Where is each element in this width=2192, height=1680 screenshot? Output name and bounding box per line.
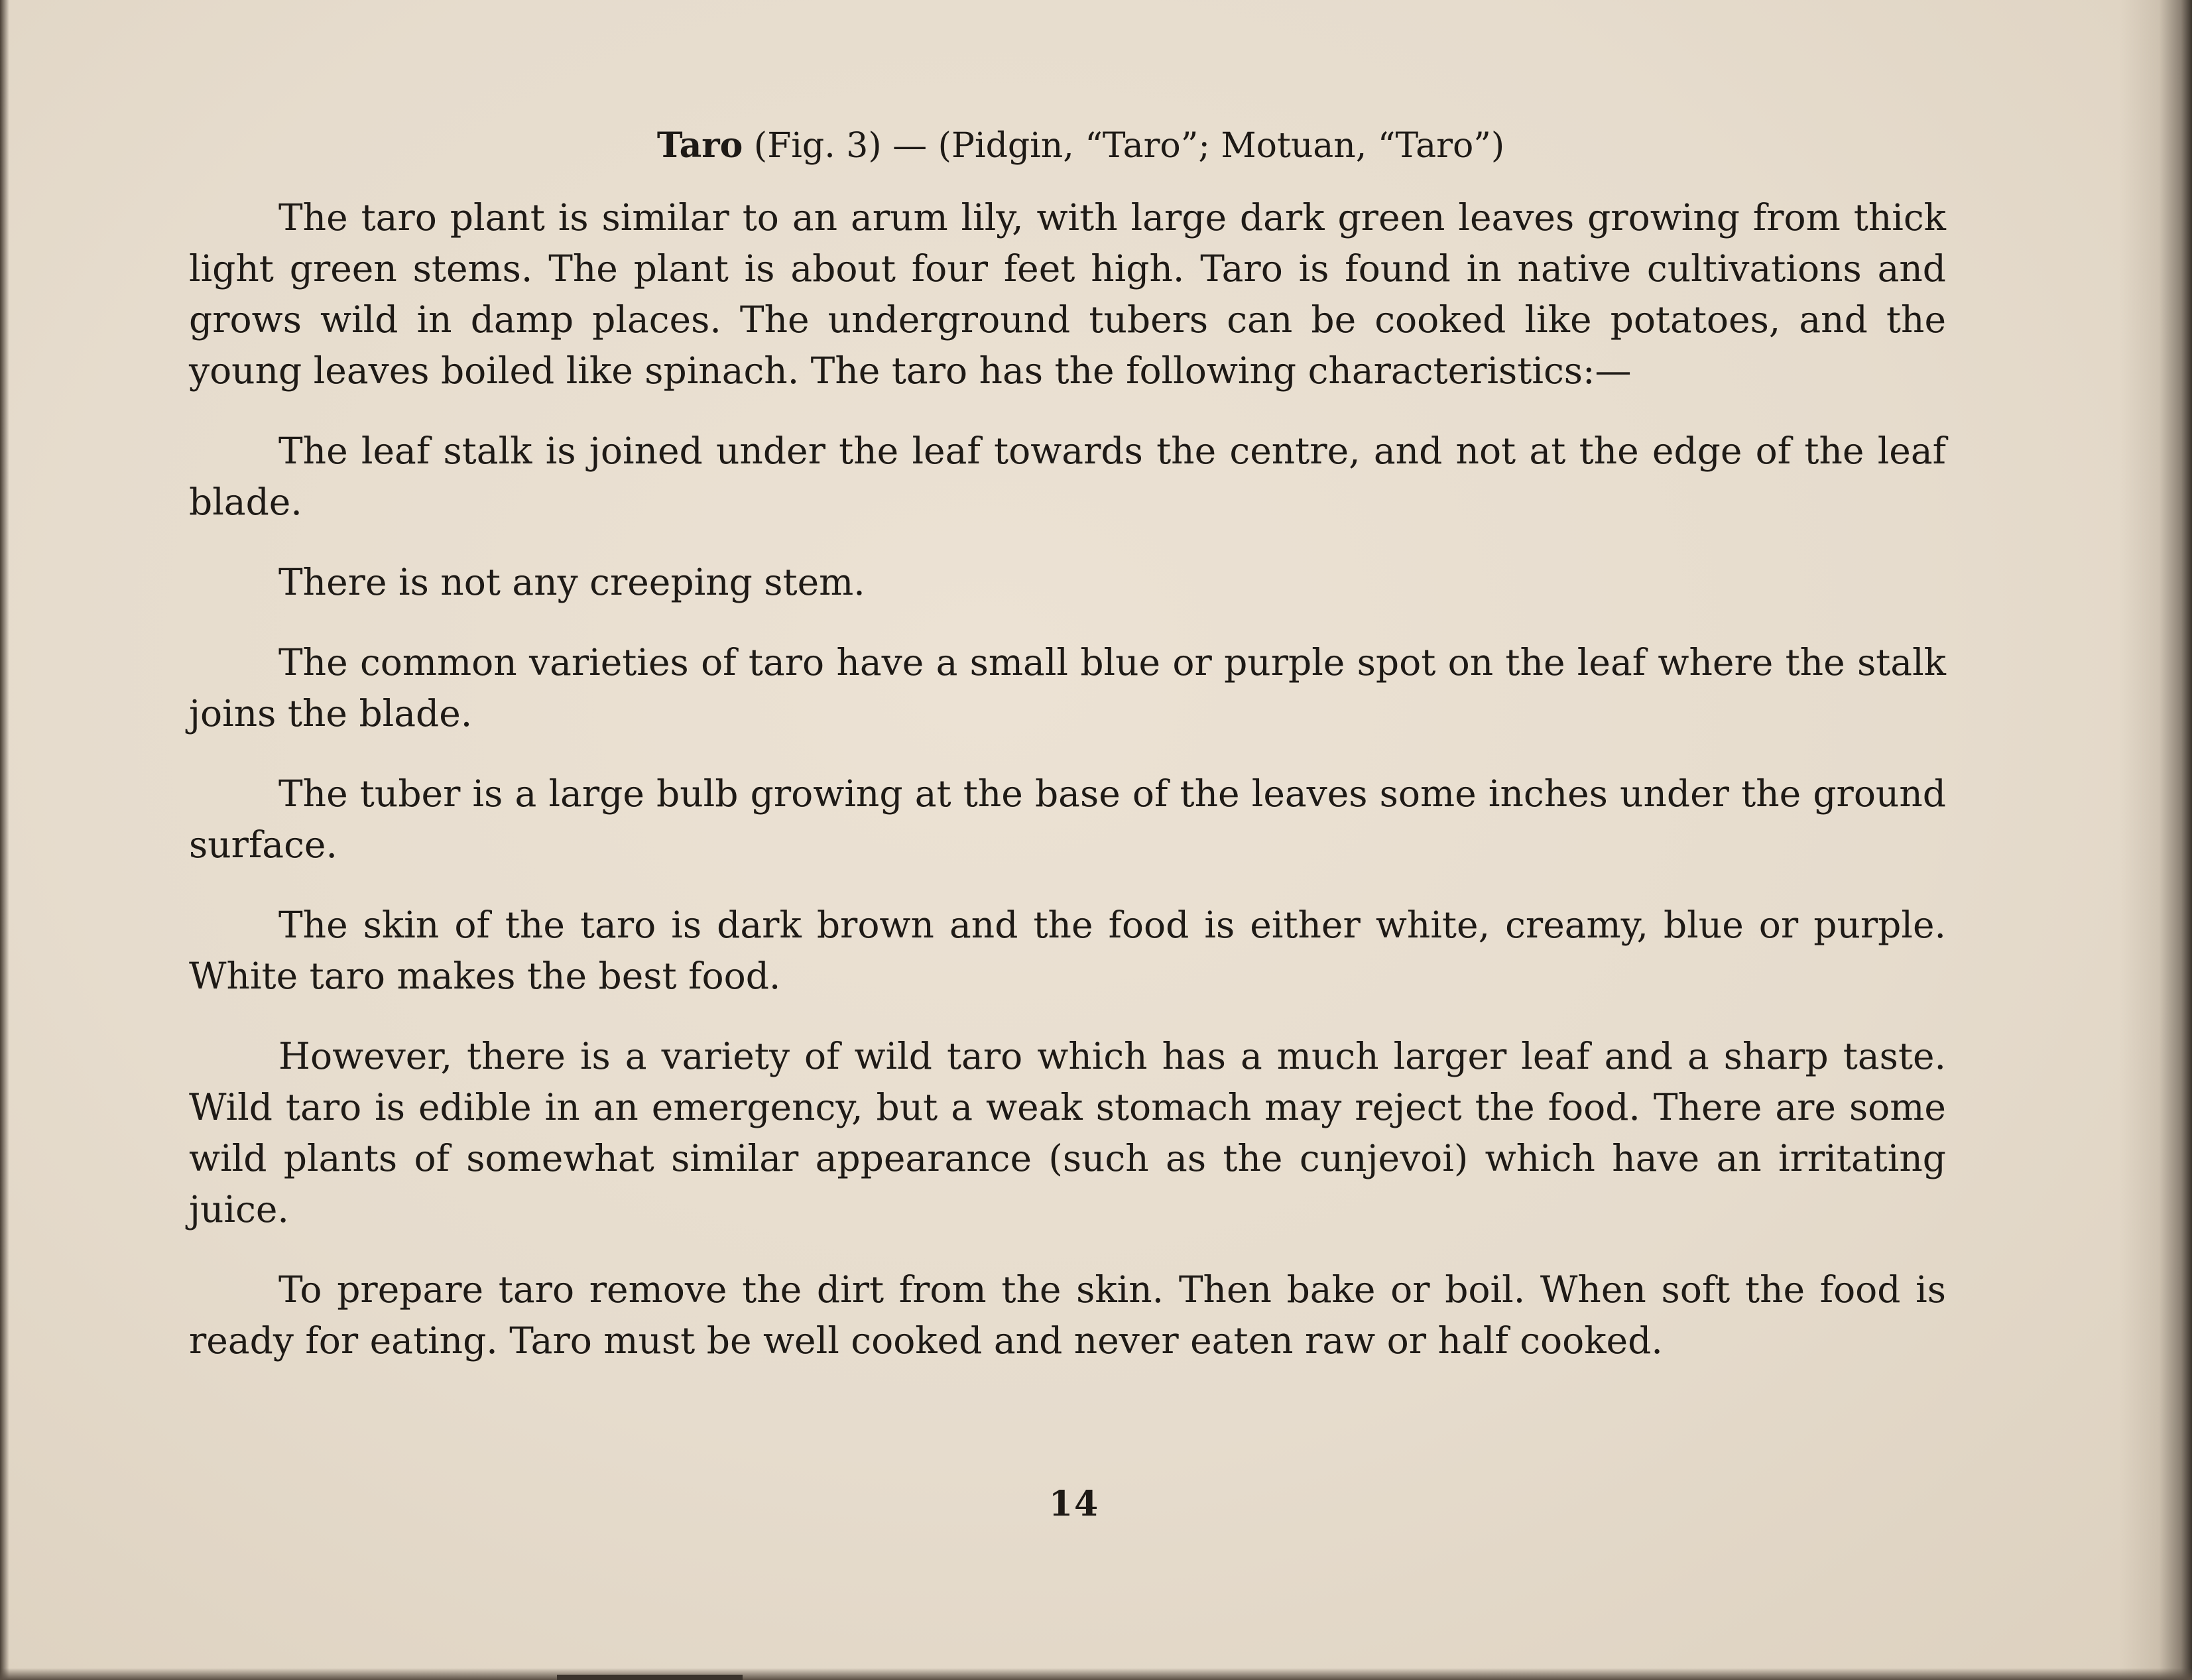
section-heading-title: Taro xyxy=(656,125,743,166)
page-gutter-shadow xyxy=(2119,0,2192,1680)
section-heading-subtitle: (Fig. 3) — (Pidgin, “Taro”; Motuan, “Taro”) xyxy=(743,126,1505,166)
page-text-block xyxy=(189,119,1946,1396)
page-left-edge xyxy=(0,0,9,1680)
paragraph-wild-taro: However, there is a variety of wild taro which has a much larger leaf and a sharp taste. Wild taro is edible in an emergency, but a weak stomach may reject the food. There are some wild plants of somewhat similar appearance (such as the cunjevoi) which have an irritating juice. xyxy=(189,1035,1946,1230)
page-number: 14 xyxy=(1048,1484,1100,1524)
paragraph-tuber: The tuber is a large bulb growing at the base of the leaves some inches under the ground surface. xyxy=(189,772,1946,866)
paragraph-description: The taro plant is similar to an arum lily, with large dark green leaves growing from thick light green stems. The plant is about four feet high. Taro is found in native cultivations and grows wild in damp places. The underground tubers can be cooked like potatoes, and the young leaves boiled like spinach. The taro has the following characteristics:— xyxy=(189,196,1946,392)
section-heading xyxy=(189,119,1946,172)
page-bottom-edge xyxy=(0,1668,2192,1680)
paragraph-preparation: To prepare taro remove the dirt from the skin. Then bake or boil. When soft the food is ready for eating. Taro must be well cooked and never eaten raw or half cooked. xyxy=(189,1268,1946,1362)
paragraph-creeping-stem: There is not any creeping stem. xyxy=(278,561,865,603)
page-bottom-notch xyxy=(557,1675,743,1680)
paragraph-leaf-spot: The common varieties of taro have a small blue or purple spot on the leaf where the stalk joins the blade. xyxy=(189,641,1946,735)
paragraph-leaf-stalk: The leaf stalk is joined under the leaf towards the centre, and not at the edge of the leaf blade. xyxy=(189,430,1946,523)
paragraph-skin: The skin of the taro is dark brown and the food is either white, creamy, blue or purple. White taro makes the best food. xyxy=(189,904,1946,997)
